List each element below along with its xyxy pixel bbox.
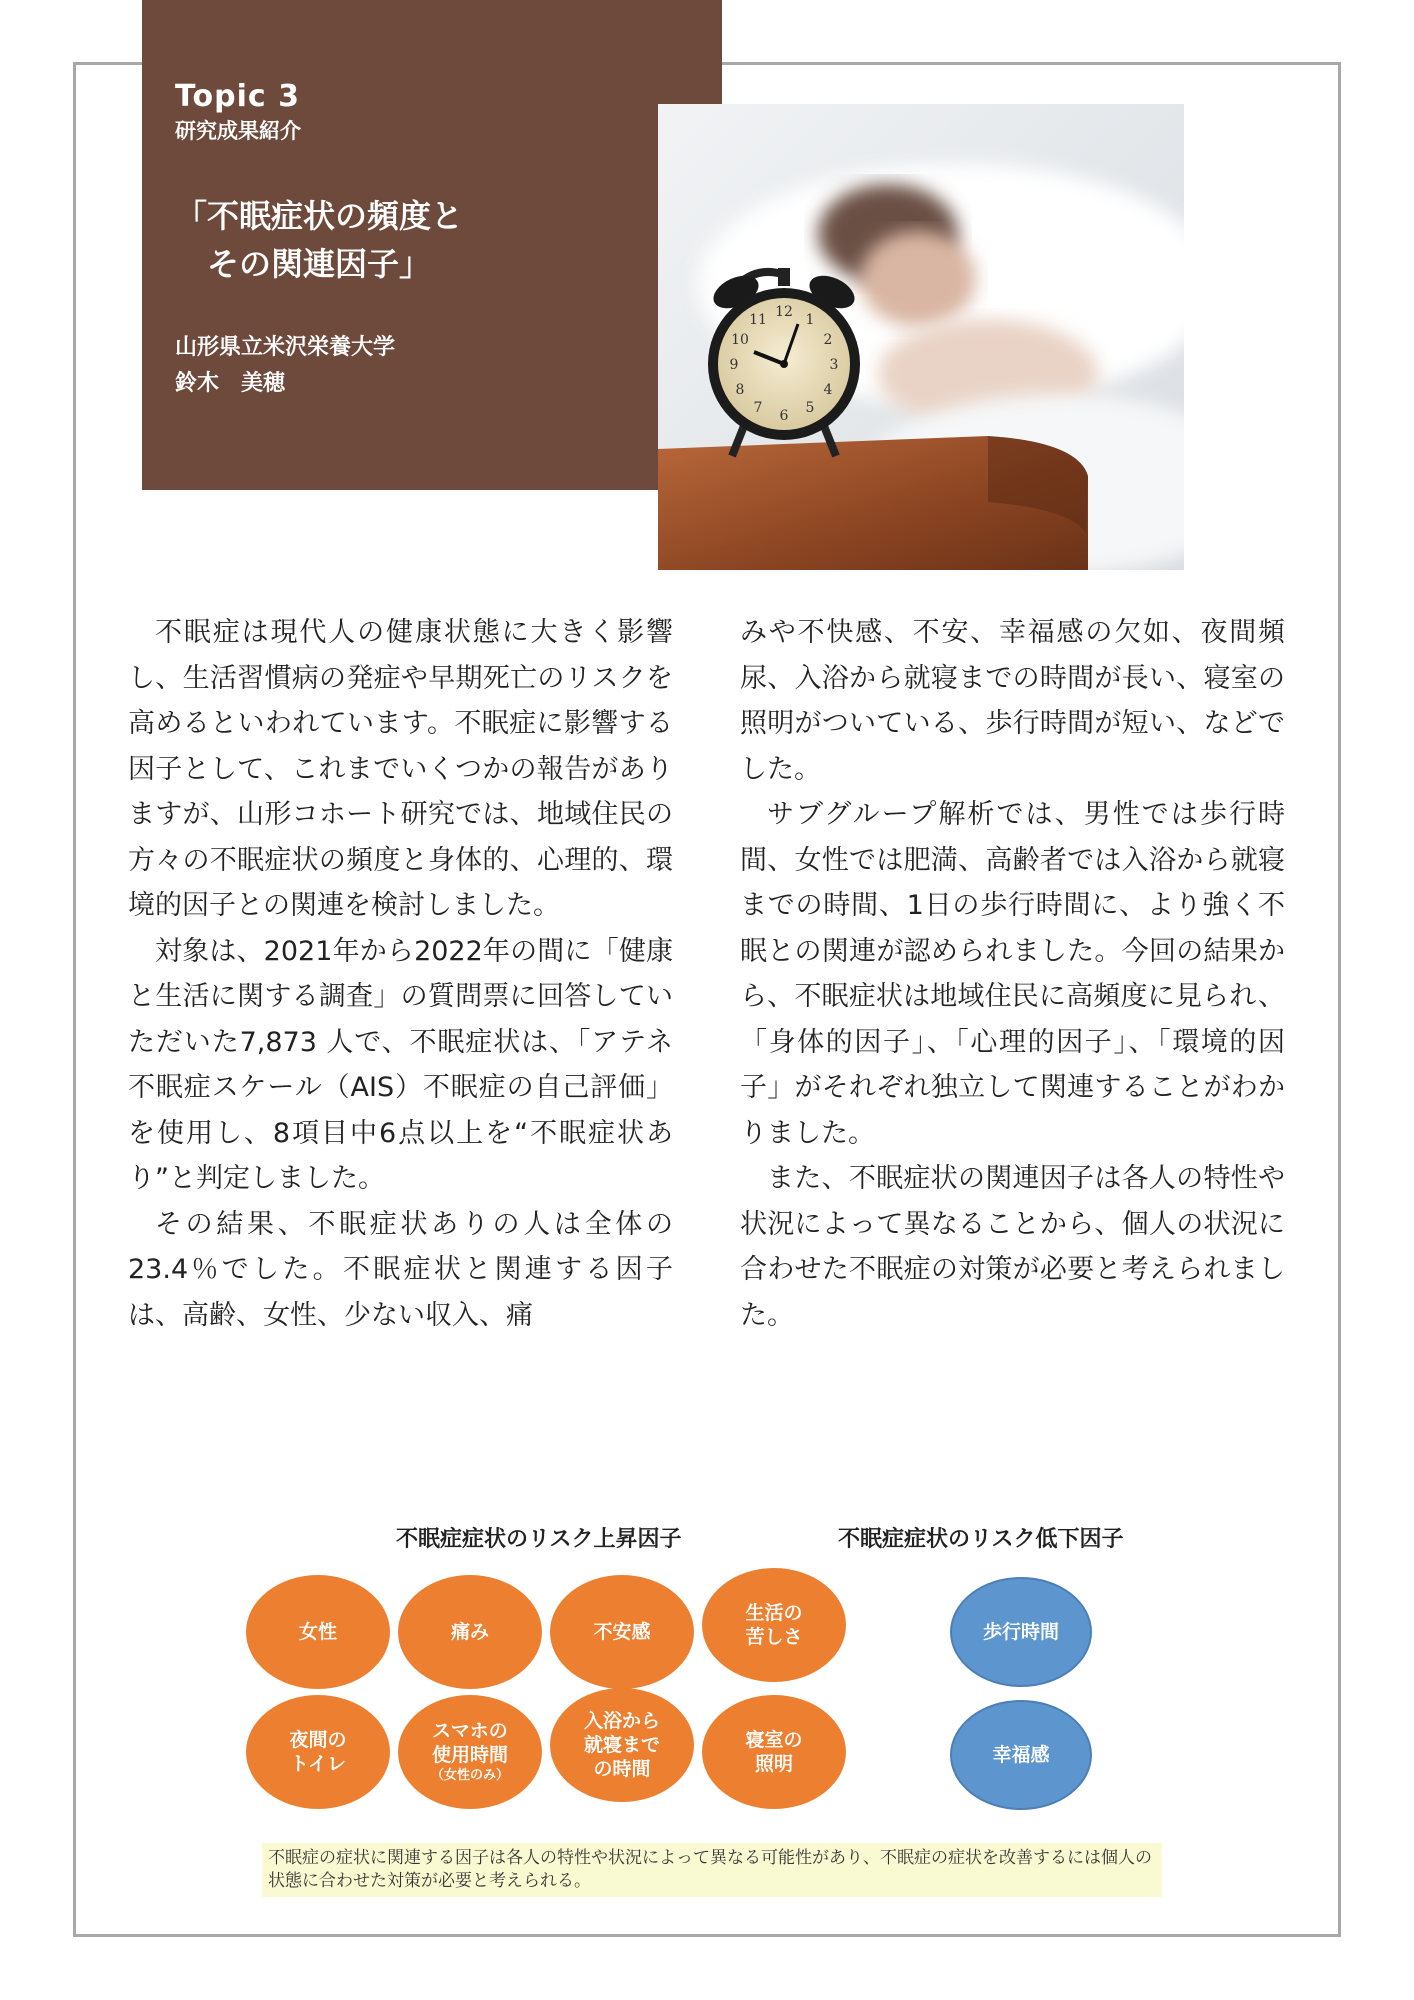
article-paragraph: 不眠症は現代人の健康状態に大きく影響し、生活習慣病の発症や早期死亡のリスクを高めるといわれています。不眠症に影響する因子として、これまでいくつかの報告がありますが、山形コホート研究では、地域住民の方々の不眠症状の頻度と身体的、心理的、環境的因子との関連を検討しました。 xyxy=(128,617,673,921)
article-paragraph: 対象は、2021年から2022年の間に「健康と生活に関する調査」の質問票に回答していただいた7,873 人で、不眠症状は、「アテネ不眠症スケール（AIS）不眠症の自己評価」を使用し、8項目中6点以上を“不眠症状あり”と判定しました。 xyxy=(128,935,673,1194)
risk-up-factor: 生活の 苦しさ xyxy=(702,1568,846,1682)
svg-text:4: 4 xyxy=(823,382,833,398)
risk-down-title: 不眠症症状のリスク低下因子 xyxy=(838,1527,1124,1552)
svg-text:10: 10 xyxy=(731,332,749,348)
article-paragraph: サブグループ解析では、男性では歩行時間、女性では肥満、高齢者では入浴から就寝までの時間、1日の歩行時間に、より強く不眠との関連が認められました。今回の結果から、不眠症状は地域住民に高頻度に見られ、「身体的因子」、「心理的因子」、「環境的因子」がそれぞれ独立して関連することがわかりました。 xyxy=(740,799,1285,1149)
svg-text:3: 3 xyxy=(829,357,839,373)
svg-text:2: 2 xyxy=(823,332,833,348)
svg-text:12: 12 xyxy=(775,304,793,320)
svg-text:7: 7 xyxy=(753,400,763,416)
risk-down-factor: 幸福感 xyxy=(950,1700,1092,1810)
author-name: 鈴木 美穂 xyxy=(175,371,286,396)
article-paragraph: また、不眠症状の関連因子は各人の特性や状況によって異なることから、個人の状況に合わせた不眠症の対策が必要と考えられました。 xyxy=(740,1163,1285,1331)
topic-subtitle: 研究成果紹介 xyxy=(175,119,301,143)
figure-caption: 不眠症の症状に関連する因子は各人の特性や状況によって異なる可能性があり、不眠症の症状を改善するには個人の状態に合わせた対策が必要と考えられる。 xyxy=(262,1843,1162,1897)
article-column-left xyxy=(128,610,673,1338)
svg-text:11: 11 xyxy=(749,312,767,328)
risk-up-factor xyxy=(398,1695,542,1809)
author-affiliation: 山形県立米沢栄養大学 xyxy=(175,335,396,360)
topic-label: Topic 3 xyxy=(175,79,300,114)
article-title: 「不眠症状の頻度と その関連因子」 xyxy=(175,197,464,283)
risk-up-factor-note: （女性のみ） xyxy=(430,1768,509,1783)
risk-up-factor: 入浴から 就寝まで の時間 xyxy=(550,1688,694,1802)
risk-up-factor: 夜間の トイレ xyxy=(246,1695,390,1809)
topic-header xyxy=(142,0,722,490)
svg-text:5: 5 xyxy=(805,400,815,416)
svg-text:1: 1 xyxy=(805,312,815,328)
article-column-right xyxy=(740,610,1285,1338)
article-paragraph: みや不快感、不安、幸福感の欠如、夜間頻尿、入浴から就寝までの時間が長い、寝室の照明がついている、歩行時間が短い、などでした。 xyxy=(740,617,1285,785)
svg-text:9: 9 xyxy=(729,357,739,373)
alarm-clock-photo xyxy=(658,104,1184,570)
svg-text:8: 8 xyxy=(735,382,745,398)
risk-up-title: 不眠症症状のリスク上昇因子 xyxy=(396,1527,682,1552)
svg-text:6: 6 xyxy=(779,408,789,424)
risk-up-factor: 痛み xyxy=(398,1575,542,1689)
alarm-clock-icon xyxy=(658,104,1184,570)
risk-up-factor-label: スマホの 使用時間 xyxy=(431,1720,508,1766)
risk-up-factor: 不安感 xyxy=(550,1575,694,1689)
risk-down-factor: 歩行時間 xyxy=(950,1577,1092,1687)
article-paragraph: その結果、不眠症状ありの人は全体の23.4％でした。不眠症状と関連する因子は、高齢、女性、少ない収入、痛 xyxy=(128,1208,673,1331)
risk-up-factor: 寝室の 照明 xyxy=(702,1695,846,1809)
risk-up-factor: 女性 xyxy=(246,1575,390,1689)
